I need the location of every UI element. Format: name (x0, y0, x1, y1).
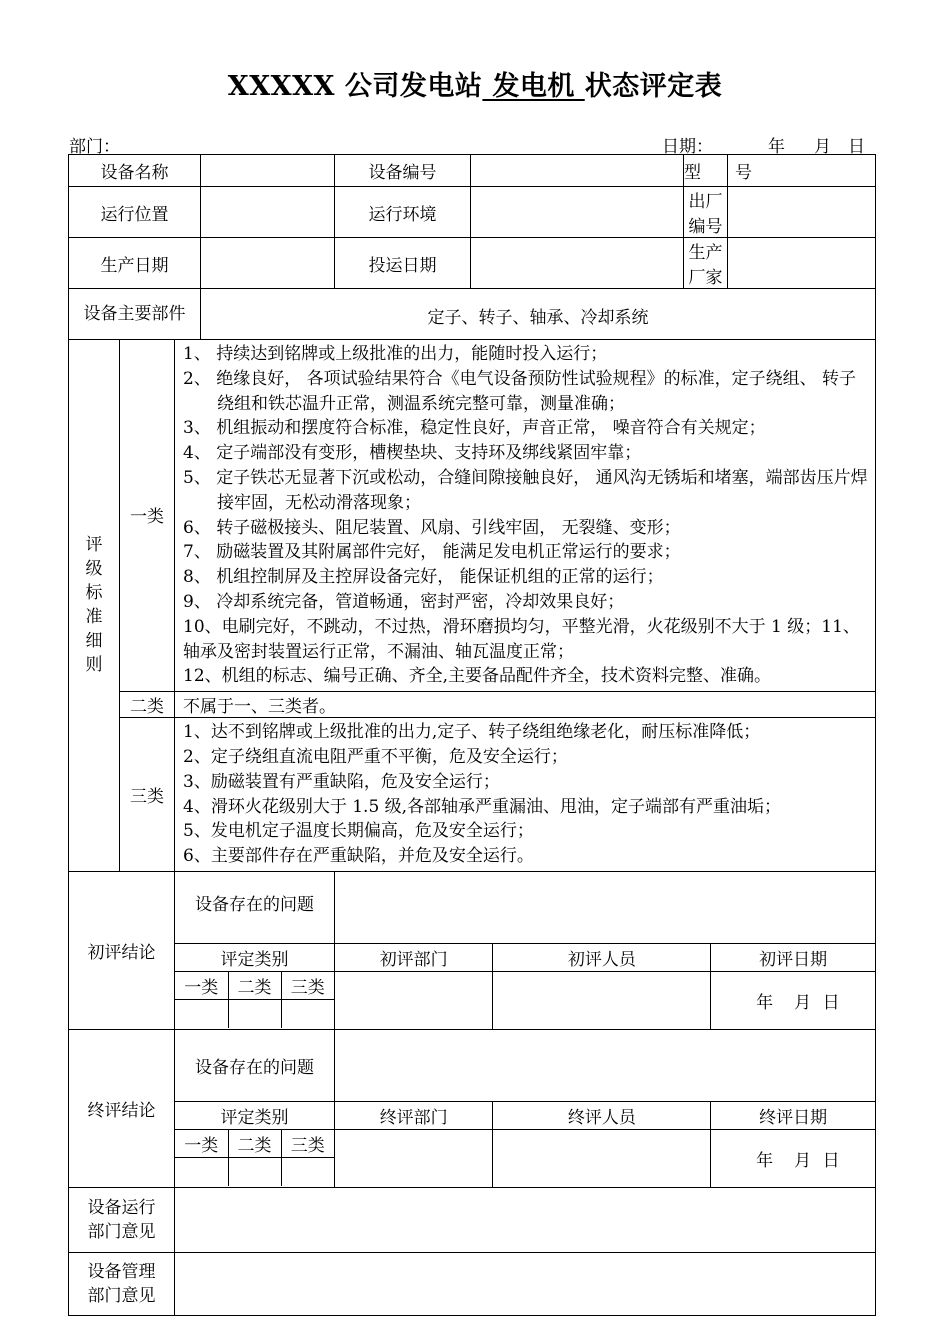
class3-row (69, 718, 876, 872)
final-class2-label: 二类 (228, 1130, 281, 1158)
initial-category-table (175, 944, 334, 1028)
factory-number-field[interactable] (728, 187, 876, 238)
initial-problems-field[interactable] (335, 871, 876, 943)
initial-date-year: 年 (756, 993, 774, 1014)
criteria-item: 8、 机组控制屏及主控屏设备完好， 能保证机组的正常的运行； (183, 567, 664, 588)
info-row (69, 238, 876, 289)
final-date-day: 日 (822, 1151, 840, 1172)
title-suffix: 状态评定表 (584, 71, 723, 102)
equipment-name-label: 设备名称 (69, 155, 201, 187)
commission-date-label: 投运日期 (335, 238, 471, 289)
criteria-item: 4、 定子端部没有变形，槽楔垫块、支持环及绑线紧固牢靠； (183, 443, 642, 464)
location-field[interactable] (201, 187, 335, 238)
location-label: 运行位置 (69, 187, 201, 238)
management-opinion-field[interactable] (175, 1252, 876, 1315)
standards-label-char: 评 (85, 535, 103, 556)
initial-date-label: 初评日期 (711, 944, 875, 972)
standards-label-char: 标 (85, 583, 103, 604)
final-problems-field[interactable] (335, 1029, 876, 1101)
equipment-number-field[interactable] (471, 155, 684, 187)
standards-vertical-text (69, 533, 119, 677)
final-class1-label: 一类 (175, 1130, 228, 1158)
operation-opinion-label: 设备运行部门意见 (69, 1187, 175, 1252)
operation-opinion-field[interactable] (175, 1187, 876, 1252)
main-parts-label: 设备主要部件 (69, 289, 201, 340)
initial-info-table (335, 944, 875, 1029)
class1-label: 一类 (120, 340, 175, 692)
criteria-item: 4、滑环火花级别大于 1.5 级,各部轴承严重漏油、甩油，定子端部有严重油垢； (183, 796, 782, 817)
initial-person-field[interactable] (493, 972, 711, 1029)
class2-criteria: 不属于一、三类者。 (175, 692, 876, 718)
equipment-number-label: 设备编号 (335, 155, 471, 187)
factory-number-label: 出厂编号 (684, 187, 728, 238)
date-day: 日 (848, 137, 865, 157)
final-detail-row (69, 1101, 876, 1187)
date-year: 年 (768, 137, 785, 157)
final-info-table (335, 1102, 875, 1187)
initial-info-cell (335, 943, 876, 1029)
manufacturer-field[interactable] (728, 238, 876, 289)
final-date-year: 年 (756, 1151, 774, 1172)
final-date-month: 月 (794, 1151, 812, 1172)
criteria-item: 9、 冷却系统完备，管道畅通，密封严密，冷却效果良好； (183, 591, 625, 612)
class3-label: 三类 (120, 718, 175, 872)
main-parts-row (69, 289, 876, 340)
criteria-item: 12、机组的标志、编号正确、齐全,主要备品配件齐全，技术资料完整、准确。 (183, 666, 772, 687)
standards-label-char: 准 (85, 607, 103, 628)
final-dept-label: 终评部门 (335, 1102, 493, 1130)
criteria-item: 3、 机组振动和摆度符合标准，稳定性良好，声音正常， 噪音符合有关规定； (183, 418, 766, 439)
standards-label-char: 细 (85, 631, 103, 652)
title-equipment: 发电机 (482, 71, 585, 102)
info-row (69, 187, 876, 238)
initial-class3-check[interactable] (281, 1000, 334, 1028)
criteria-item: 6、主要部件存在严重缺陷，并危及安全运行。 (183, 846, 534, 867)
environment-field[interactable] (471, 187, 684, 238)
initial-category-cell (175, 943, 335, 1029)
final-date-field[interactable] (711, 1130, 875, 1187)
criteria-item: 5、 定子铁芯无显著下沉或松动，合缝间隙接触良好， 通风沟无锈垢和堵塞，端部齿压片焊接牢固，无松动滑落现象； (183, 467, 868, 513)
final-person-label: 终评人员 (493, 1102, 711, 1130)
initial-problems-row (69, 871, 876, 943)
date-month: 月 (814, 137, 831, 157)
initial-class2-label: 二类 (228, 972, 281, 1000)
standards-section-label (69, 340, 120, 872)
department-label: 部门： (69, 137, 120, 157)
final-category-label: 评定类别 (175, 1102, 334, 1130)
initial-dept-field[interactable] (335, 972, 493, 1029)
final-section-label: 终评结论 (69, 1029, 175, 1187)
final-problems-label: 设备存在的问题 (175, 1029, 335, 1101)
date-label: 日期： (662, 137, 713, 157)
class1-row (69, 340, 876, 692)
initial-detail-row (69, 943, 876, 1029)
initial-person-label: 初评人员 (493, 944, 711, 972)
final-class3-label: 三类 (281, 1130, 334, 1158)
criteria-item: 1、达不到铭牌或上级批准的出力,定子、转子绕组绝缘老化，耐压标准降低； (183, 722, 761, 743)
criteria-item: 3、励磁装置有严重缺陷，危及安全运行； (183, 771, 500, 792)
production-date-field[interactable] (201, 238, 335, 289)
criteria-item: 2、 绝缘良好， 各项试验结果符合《电气设备预防性试验规程》的标准，定子绕组、 转子绕组和铁芯温升正常，测温系统完整可靠，测量准确； (183, 368, 857, 414)
class1-criteria (175, 340, 876, 692)
criteria-item: 5、发电机定子温度长期偏高，危及安全运行； (183, 821, 534, 842)
final-info-cell (335, 1101, 876, 1187)
main-parts-value: 定子、转子、轴承、冷却系统 (201, 289, 876, 340)
production-date-label: 生产日期 (69, 238, 201, 289)
final-class2-check[interactable] (228, 1158, 281, 1186)
initial-date-field[interactable] (711, 972, 875, 1029)
management-opinion-label: 设备管理部门意见 (69, 1252, 175, 1315)
final-person-field[interactable] (493, 1130, 711, 1187)
criteria-item: 7、 励磁装置及其附属部件完好， 能满足发电机正常运行的要求； (183, 542, 681, 563)
criteria-item: 10、电刷完好，不跳动，不过热，滑环磨损均匀，平整光滑，火花级别不大于 1 级；11、轴承及密封装置运行正常，不漏油、轴瓦温度正常； (183, 616, 860, 662)
assessment-table (68, 154, 876, 1316)
final-category-cell (175, 1101, 335, 1187)
initial-section-label: 初评结论 (69, 871, 175, 1029)
final-problems-row (69, 1029, 876, 1101)
management-opinion-row (69, 1252, 876, 1315)
final-date-label: 终评日期 (711, 1102, 875, 1130)
manufacturer-label: 生产厂家 (684, 238, 728, 289)
criteria-item: 1、 持续达到铭牌或上级批准的出力，能随时投入运行； (183, 344, 608, 364)
form-title (0, 64, 950, 103)
initial-date-day: 日 (822, 993, 840, 1014)
class3-criteria (175, 718, 876, 872)
initial-class1-check[interactable] (175, 1000, 228, 1028)
operation-opinion-row (69, 1187, 876, 1252)
environment-label: 运行环境 (335, 187, 471, 238)
final-category-table (175, 1102, 334, 1186)
final-class3-check[interactable] (281, 1158, 334, 1186)
model-label: 型 号 (684, 155, 728, 187)
standards-label-char: 级 (85, 559, 103, 580)
initial-class1-label: 一类 (175, 972, 228, 1000)
class2-row (69, 692, 876, 718)
initial-dept-label: 初评部门 (335, 944, 493, 972)
commission-date-field[interactable] (471, 238, 684, 289)
equipment-name-field[interactable] (201, 155, 335, 187)
criteria-item: 2、定子绕组直流电阻严重不平衡，危及安全运行； (183, 746, 568, 767)
final-class1-check[interactable] (175, 1158, 228, 1186)
initial-date-month: 月 (794, 993, 812, 1014)
final-dept-field[interactable] (335, 1130, 493, 1187)
standards-label-char: 则 (85, 655, 103, 676)
info-row (69, 155, 876, 187)
class2-label: 二类 (120, 692, 175, 718)
criteria-item: 6、 转子磁极接头、阻尼装置、风扇、引线牢固， 无裂缝、变形； (183, 517, 681, 538)
title-prefix: XXXXX 公司发电站 (227, 71, 483, 102)
initial-category-label: 评定类别 (175, 944, 334, 972)
initial-class3-label: 三类 (281, 972, 334, 1000)
initial-problems-label: 设备存在的问题 (175, 871, 335, 943)
initial-class2-check[interactable] (228, 1000, 281, 1028)
